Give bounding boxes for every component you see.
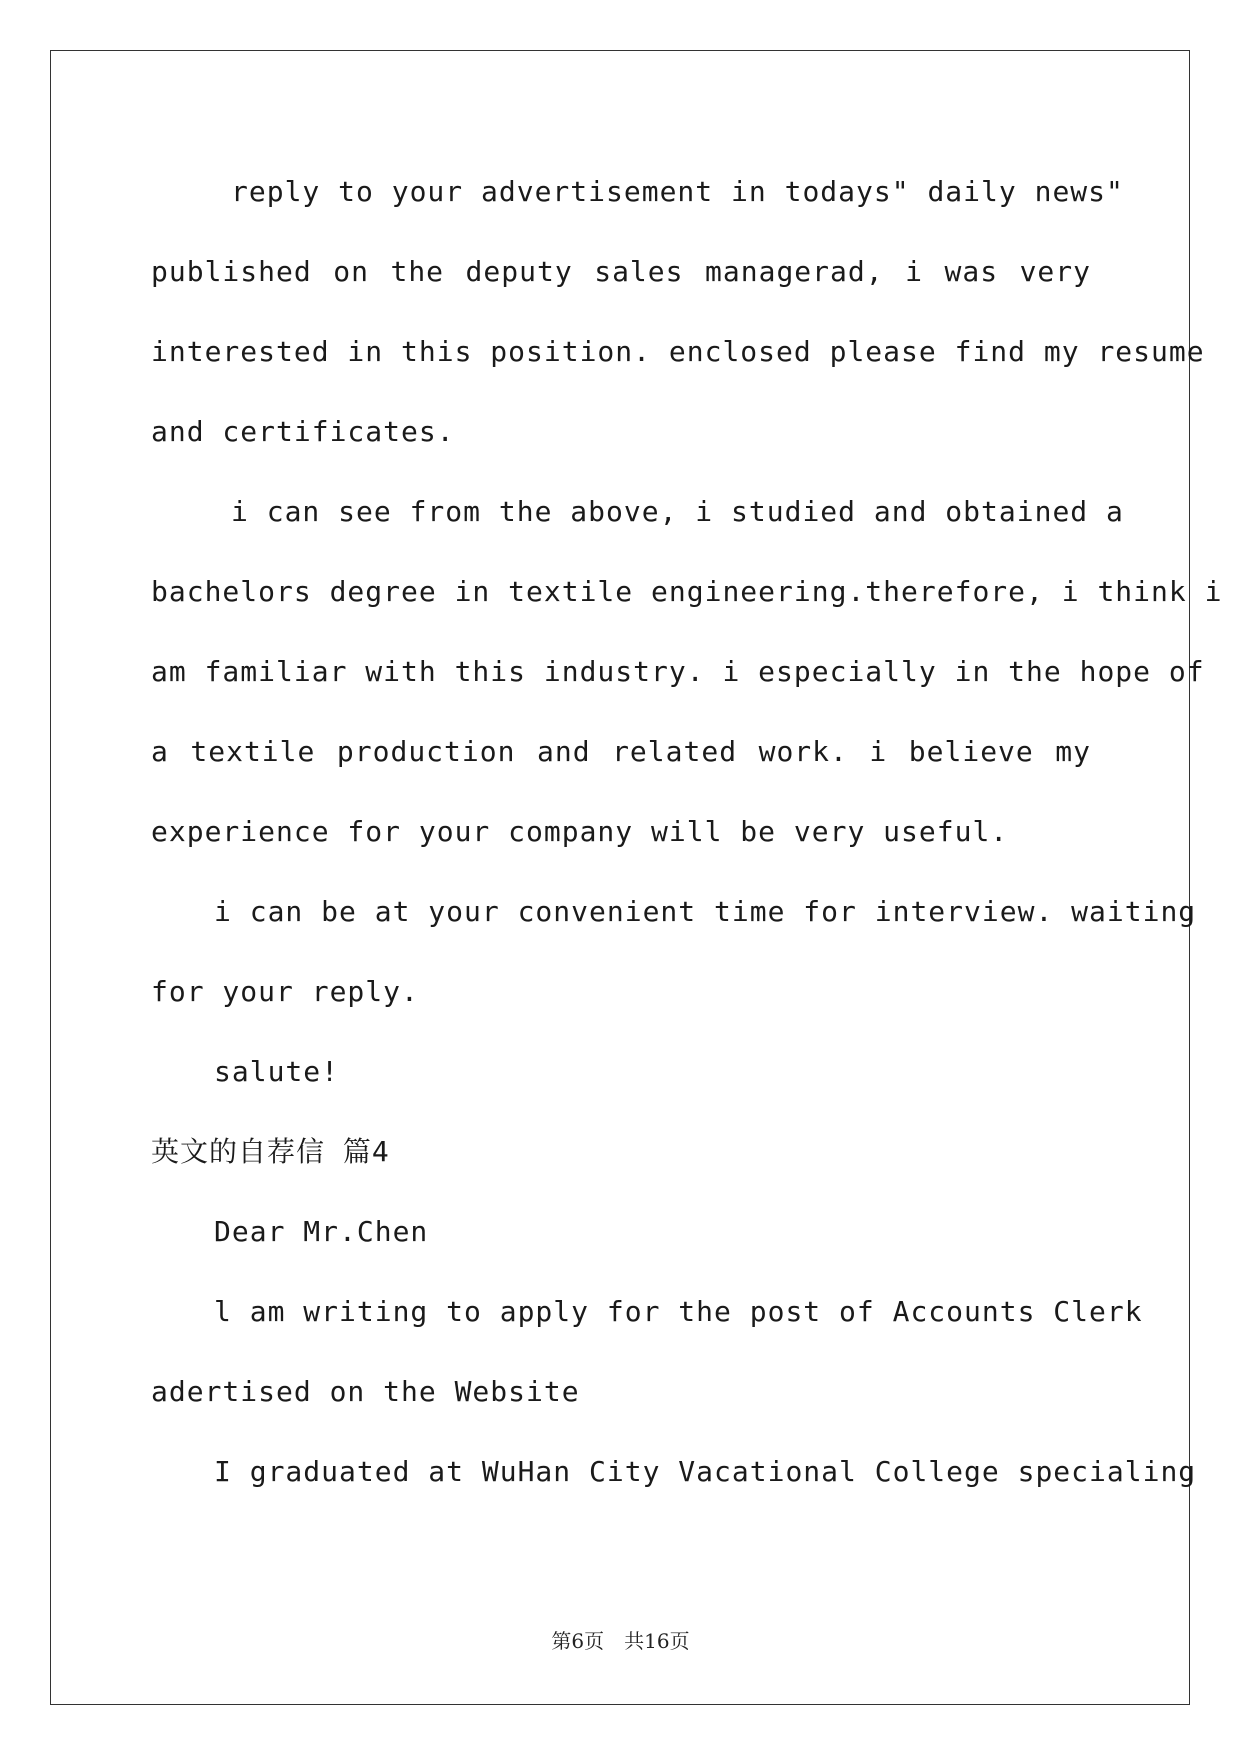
text-line: bachelors degree in textile engineering.therefore, i think i (151, 575, 1223, 608)
text-line: published on the deputy sales managerad, i was very (151, 255, 1091, 288)
text-line: salute! (214, 1055, 340, 1088)
page-footer: 第6页 共16页 (551, 1629, 690, 1653)
section-heading: 英文的自荐信 篇4 (151, 1135, 390, 1168)
salutation: Dear Mr.Chen (214, 1215, 429, 1248)
text-line: i can see from the above, i studied and obtained a (231, 495, 1124, 528)
text-line: i can be at your convenient time for interview. waiting (214, 895, 1197, 928)
text-line: and certificates. (151, 415, 455, 448)
text-line: I graduated at WuHan City Vacational College specialing (214, 1455, 1197, 1488)
text-line: experience for your company will be very useful. (151, 815, 1009, 848)
text-line: adertised on the Website (151, 1375, 580, 1408)
text-line: a textile production and related work. i believe my (151, 735, 1091, 768)
text-line: am familiar with this industry. i especially in the hope of (151, 655, 1205, 688)
text-line: reply to your advertisement in todays" daily news" (231, 175, 1124, 208)
text-line: interested in this position. enclosed please find my resume (151, 335, 1205, 368)
text-line: l am writing to apply for the post of Accounts Clerk (214, 1295, 1143, 1328)
text-line: for your reply. (151, 975, 419, 1008)
